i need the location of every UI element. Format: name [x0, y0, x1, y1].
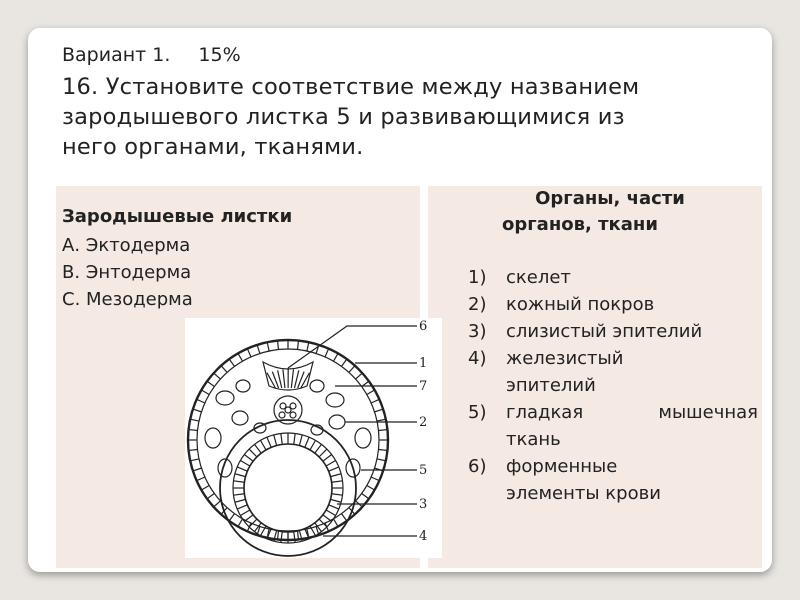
germ-layers-heading: Зародышевые листки — [62, 206, 293, 227]
organ-item — [468, 453, 758, 480]
figure-label: 1 — [419, 356, 428, 371]
variant-label: Вариант 1. — [62, 44, 171, 66]
mesoderm-cells — [205, 380, 371, 477]
organ-number: 1) — [468, 267, 487, 288]
organ-item-cont — [468, 480, 758, 507]
question-line-3: него органами, тканями. — [62, 134, 364, 160]
organ-text: железистый — [506, 348, 624, 369]
germ-layer-item: А. Эктодерма — [62, 235, 191, 256]
organs-heading-line-1: Органы, части — [535, 188, 685, 209]
organ-item-cont — [468, 372, 758, 399]
figure-label: 4 — [419, 529, 428, 544]
question-line-2: зародышевого листка 5 и развивающимися из — [62, 104, 625, 130]
organ-item — [468, 318, 758, 345]
organ-text-cont: эпителий — [506, 375, 596, 396]
organ-number: 5) — [468, 402, 487, 423]
organ-text: гладкая мышечная — [506, 402, 758, 423]
organ-item-cont — [468, 426, 758, 453]
organ-text: кожный покров — [506, 294, 655, 315]
germ-layer-item: С. Мезодерма — [62, 289, 193, 310]
organ-number: 4) — [468, 348, 487, 369]
variant-line — [62, 44, 241, 66]
organs-heading-line-2: органов, ткани — [502, 214, 658, 235]
organ-number: 3) — [468, 321, 487, 342]
organ-text-cont: ткань — [506, 429, 561, 450]
question-line-1: 16. Установите соответствие между названием — [62, 74, 640, 100]
organ-number: 2) — [468, 294, 487, 315]
organs-heading — [428, 186, 762, 238]
embryo-diagram — [185, 318, 442, 558]
organ-item — [468, 291, 758, 318]
slide — [28, 28, 772, 572]
organ-item — [468, 345, 758, 372]
organ-text: форменные — [506, 456, 618, 477]
embryo-cross-section-figure — [185, 318, 442, 558]
figure-label: 7 — [419, 379, 428, 394]
figure-label: 3 — [419, 497, 428, 512]
organ-item — [468, 264, 758, 291]
figure-label: 5 — [419, 463, 428, 478]
organ-text: слизистый эпителий — [506, 321, 703, 342]
figure-label: 2 — [419, 415, 428, 430]
question-text — [62, 72, 742, 162]
organ-text-cont: элементы крови — [506, 483, 661, 504]
variant-percent: 15% — [198, 44, 241, 66]
organs-list — [468, 264, 758, 507]
organ-number: 6) — [468, 456, 487, 477]
organs-panel — [428, 186, 762, 568]
organ-item — [468, 399, 758, 426]
germ-layers-list — [62, 232, 193, 313]
organ-text: скелет — [506, 267, 571, 288]
germ-layer-item: В. Энтодерма — [62, 262, 192, 283]
figure-label: 6 — [419, 319, 428, 334]
endoderm-cells — [233, 433, 343, 543]
